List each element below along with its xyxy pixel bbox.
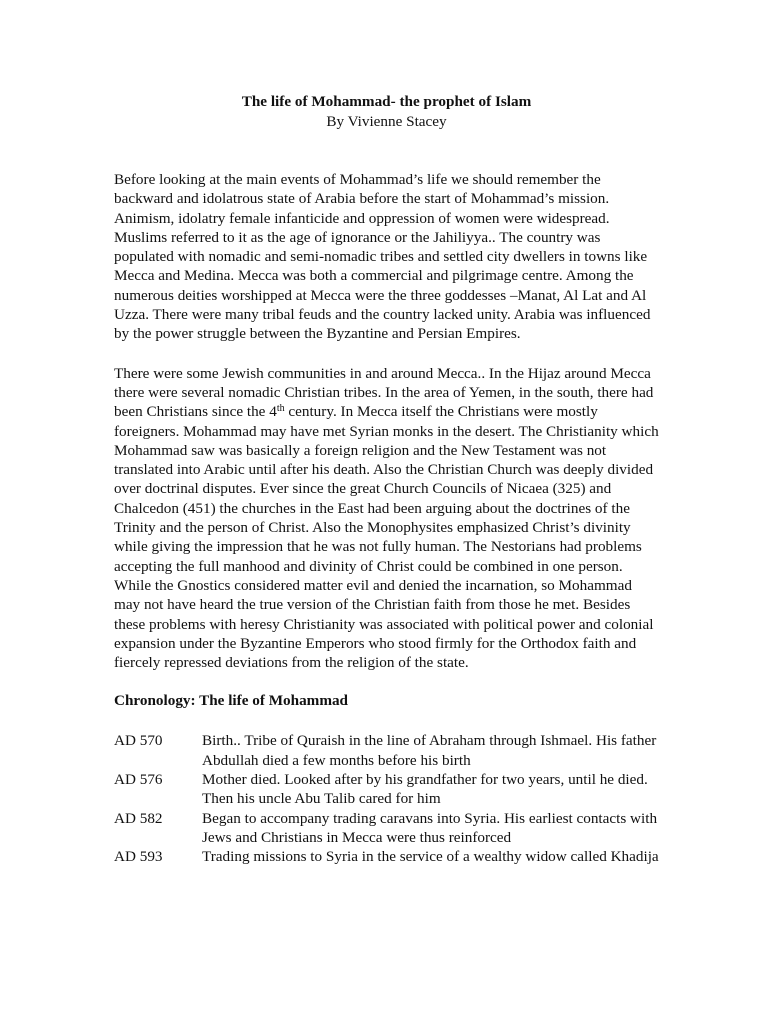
chronology-heading: Chronology: The life of Mohammad (114, 692, 349, 710)
superscript-ordinal: th (276, 403, 285, 415)
chronology-year: AD 582 (114, 809, 163, 827)
chronology-text: Mother died. Looked after by his grandfather for two years, until he died. Then his uncle Abu Talib cared for him (202, 771, 648, 808)
chronology-year: AD 576 (114, 771, 163, 789)
document-page (114, 92, 659, 867)
chronology-entry (114, 847, 659, 866)
document-author: By Vivienne Stacey (326, 113, 447, 130)
title-block (114, 92, 659, 132)
paragraph-christianity-context (114, 364, 659, 673)
paragraph-arabia-background: Before looking at the main events of Mohammad’s life we should remember the backward and idolatrous state of Arabia before the start of Mohammad’s mission. Animism, idolatry female infanticide and oppression of women were widespread. Muslims referred to it as the age of ignorance or the Jahiliyya.. The country was populated with nomadic and semi-nomadic tribes and settled city dwellers in towns like Mecca and Medina. Mecca was both a commercial and pilgrimage centre. Among the numerous deities worshipped at Mecca were the three goddesses –Manat, Al Lat and Al Uzza. There were many tribal feuds and the country lacked unity. Arabia was influenced by the power struggle between the Byzantine and Persian Empires. (114, 171, 651, 343)
chronology-text: Trading missions to Syria in the service of a wealthy widow called Khadija (202, 848, 659, 866)
chronology-text: Birth.. Tribe of Quraish in the line of Abraham through Ishmael. His father Abdullah died a few months before his birth (202, 732, 657, 769)
chronology-text: Began to accompany trading caravans into Syria. His earliest contacts with Jews and Christians in Mecca were thus reinforced (202, 809, 658, 846)
chronology-year: AD 570 (114, 732, 163, 750)
chronology-entry (114, 770, 659, 809)
document-title: The life of Mohammad- the prophet of Islam (241, 93, 532, 110)
chronology-year: AD 593 (114, 848, 163, 866)
paragraph-text-part-1: There were some Jewish communities in and around Mecca.. In the Hijaz around Mecca there were several nomadic Christian tribes. In the area of Yemen, in the south, there had been Christians since the 4 (114, 364, 654, 421)
paragraph-text-part-2: century. In Mecca itself the Christians were mostly foreigners. Mohammad may have met Syrian monks in the desert. The Christianity which Mohammad saw was basically a foreign religion and the New Testament was not translated into Arabic until after his death. Also the Christian Church was deeply divided over doctrinal disputes. Ever since the great Church Councils of Nicaea (325) and Chalcedon (451) the churches in the East had been arguing about the doctrines of the Trinity and the person of Christ. Also the Monophysites emphasized Christ’s divinity while giving the impression that he was not fully human. The Nestorians had problems accepting the full manhood and divinity of Christ could be combined in one person. While the Gnostics considered matter evil and denied the incarnation, so Mohammad may not have heard the true version of the Christian faith from those he met. Besides these problems with heresy Christianity was associated with political power and colonial expansion under the Byzantine Emperors who stood firmly for the Orthodox faith and fiercely repressed deviations from the religion of the state. (114, 403, 659, 672)
chronology-list (114, 731, 659, 866)
chronology-entry (114, 731, 659, 770)
chronology-entry (114, 809, 659, 848)
